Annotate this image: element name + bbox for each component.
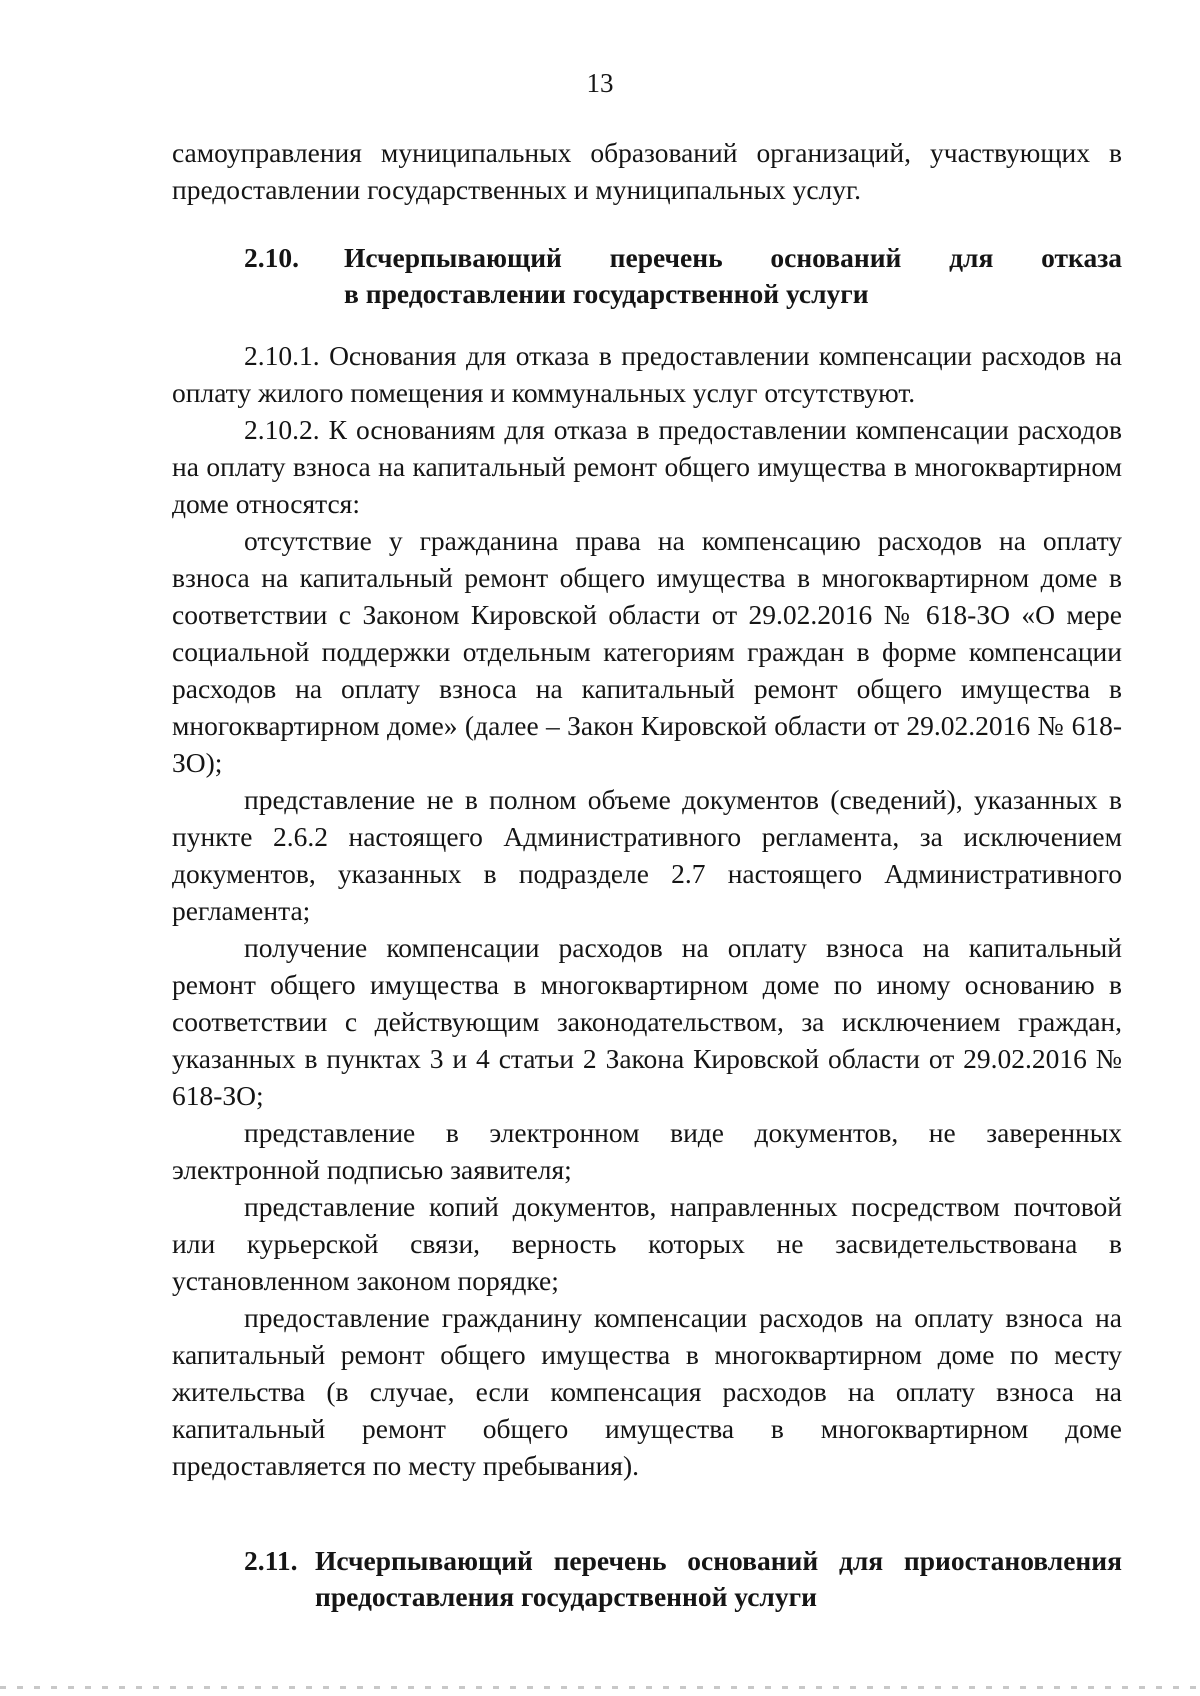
- section-heading-2-10: [172, 240, 1122, 312]
- paragraph: предоставление гражданину компенсации расходов на оплату взноса на капитальный ремонт общего имущества в многоквартирном доме по месту жительства (в случае, если компенсация расходов на оплату взноса на капитальный ремонт общего имущества в многоквартирном доме предоставляется по месту пребывания).: [172, 1302, 1122, 1481]
- paragraph: получение компенсации расходов на оплату взноса на капитальный ремонт общего имущества в многоквартирном доме по иному основанию в соответствии с действующим законодательством, за исключением граждан, указанных в пунктах 3 и 4 статьи 2 Закона Кировской области от 29.02.2016 № 618-ЗО;: [172, 932, 1122, 1111]
- section-number: 2.10.: [244, 242, 299, 273]
- scan-artifact-line: [0, 1686, 1200, 1689]
- section-heading-2-11: [172, 1543, 1122, 1615]
- page-number: 13: [586, 68, 614, 98]
- section-body-2-10: [172, 337, 1122, 1484]
- paragraph: представление в электронном виде документов, не заверенных электронной подписью заявителя;: [172, 1117, 1122, 1185]
- paragraph: представление не в полном объеме документов (сведений), указанных в пункте 2.6.2 настоящего Административного регламента, за исключением документов, указанных в подразделе 2.7 настоящего Административного регламента;: [172, 784, 1122, 926]
- continuation-paragraph: [172, 134, 1122, 208]
- section-title-line: в предоставлении государственной услуги: [344, 278, 869, 309]
- section-title-line: Исчерпывающий перечень оснований для отказа: [344, 242, 1122, 273]
- paragraph: 2.10.2. К основаниям для отказа в предоставлении компенсации расходов на оплату взноса на капитальный ремонт общего имущества в многоквартирном доме относятся:: [172, 414, 1122, 519]
- paragraph: 2.10.1. Основания для отказа в предоставлении компенсации расходов на оплату жилого помещения и коммунальных услуг отсутствуют.: [172, 340, 1122, 408]
- paragraph: представление копий документов, направленных посредством почтовой или курьерской связи, верность которых не засвидетельствована в установленном законом порядке;: [172, 1191, 1122, 1296]
- section-number: 2.11.: [244, 1545, 298, 1576]
- section-title-line: Исчерпывающий перечень оснований для приостановления: [315, 1545, 1122, 1576]
- section-title-line: предоставления государственной услуги: [315, 1581, 817, 1612]
- paragraph: отсутствие у гражданина права на компенсацию расходов на оплату взноса на капитальный ремонт общего имущества в многоквартирном доме в соответствии с Законом Кировской области от 29.02.2016 № 618-ЗО «О мере социальной поддержки отдельным категориям граждан в форме компенсации расходов на оплату взноса на капитальный ремонт общего имущества в многоквартирном доме» (далее – Закон Кировской области от 29.02.2016 № 618-ЗО);: [172, 525, 1122, 778]
- continuation-text: самоуправления муниципальных образований организаций, участвующих в предоставлении государственных и муниципальных услуг.: [172, 137, 1122, 205]
- section-title: [344, 240, 1122, 312]
- section-title: [315, 1543, 1122, 1615]
